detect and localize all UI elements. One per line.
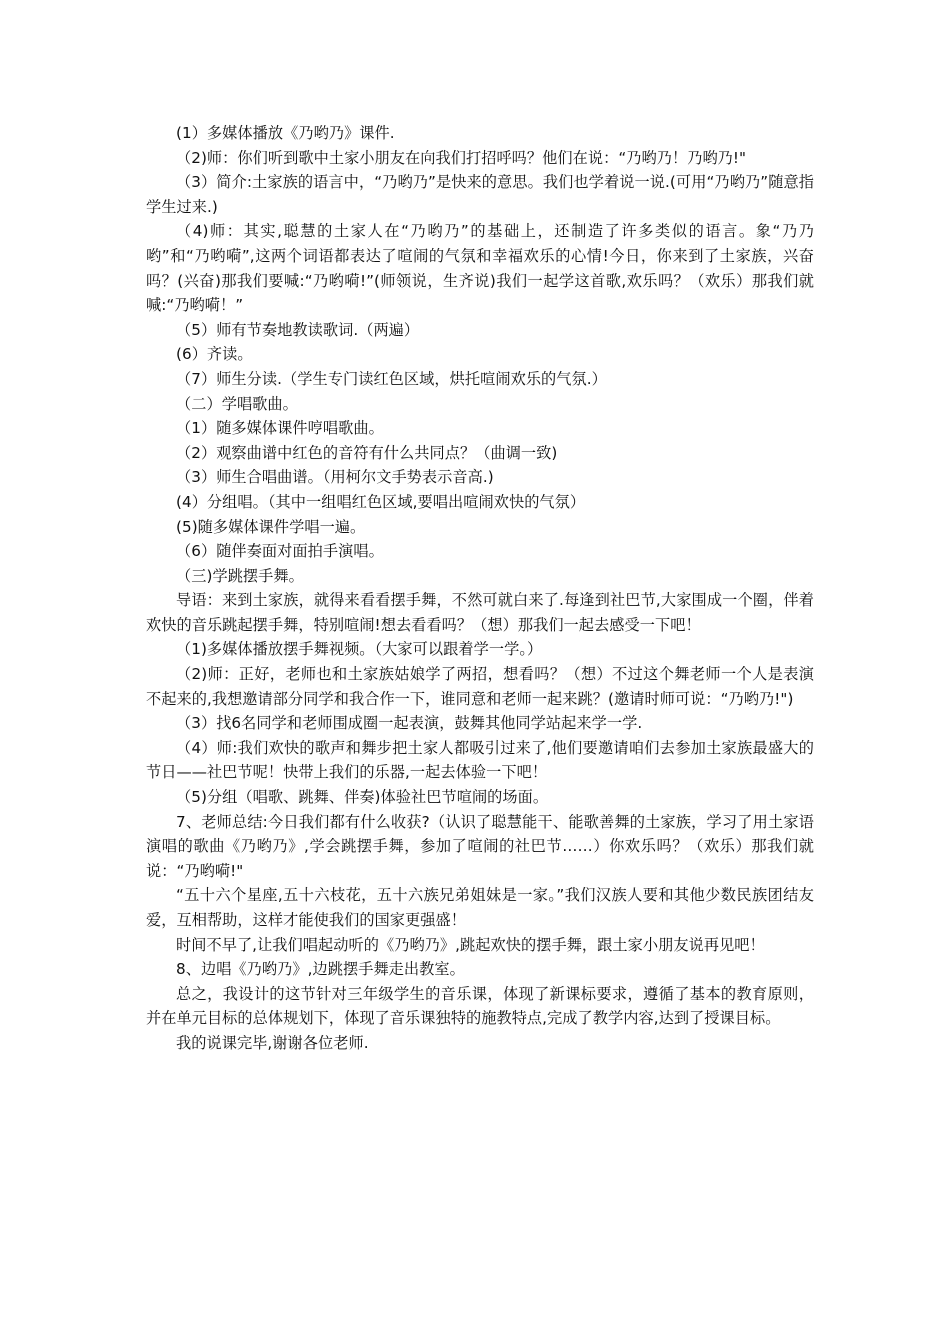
paragraph: 7、老师总结:今日我们都有什么收获?（认识了聪慧能干、能歌善舞的土家族，学习了用土家语演唱的歌曲《乃哟乃》,学会跳摆手舞，参加了喧闹的社巴节……）你欢乐吗？（欢乐）那我们就说：“乃哟嗬!" <box>146 812 814 880</box>
document-body <box>146 121 814 1056</box>
paragraph: （3）简介:土家族的语言中，“乃哟乃”是快来的意思。我们也学着说一说.(可用“乃哟乃”随意指学生过来.) <box>146 173 814 216</box>
paragraph: 导语：来到土家族，就得来看看摆手舞，不然可就白来了.每逢到社巴节,大家围成一个圈，伴着欢快的音乐跳起摆手舞，特别喧闹!想去看看吗？（想）那我们一起去感受一下吧！ <box>146 591 814 634</box>
paragraph: (5)随多媒体课件学唱一遍。 <box>176 517 366 536</box>
paragraph: （4)师：其实,聪慧的土家人在“乃哟乃”的基础上，还制造了许多类似的语言。象“乃乃哟”和“乃哟嗬”,这两个词语都表达了喧闹的气氛和幸福欢乐的心情!今日，你来到了土家族，兴奋吗？(兴奋)那我们要喊:“乃哟嗬!”(师领说，生齐说)我们一起学这首歌,欢乐吗？（欢乐）那我们就喊:“乃哟嗬！” <box>146 222 814 315</box>
paragraph: （5)分组（唱歌、跳舞、伴奏)体验社巴节喧闹的场面。 <box>176 788 549 807</box>
paragraph: （6）随伴奏面对面拍手演唱。 <box>176 542 384 561</box>
paragraph: （4）师:我们欢快的歌声和舞步把土家人都吸引过来了,他们要邀请咱们去参加土家族最盛大的节日——社巴节呢！快带上我们的乐器,一起去体验一下吧！ <box>146 738 814 782</box>
paragraph: (1）多媒体播放《乃哟乃》课件. <box>176 124 395 142</box>
paragraph: （7）师生分读.（学生专门读红色区域，烘托喧闹欢乐的气氛.） <box>176 369 607 388</box>
paragraph: “五十六个星座,五十六枝花，五十六族兄弟姐妹是一家。”我们汉族人要和其他少数民族团结友爱，互相帮助，这样才能使我们的国家更强盛！ <box>146 886 814 929</box>
paragraph: (6）齐读。 <box>176 345 253 364</box>
paragraph: （1)多媒体播放摆手舞视频。（大家可以跟着学一学。） <box>176 640 543 659</box>
paragraph: （5）师有节奏地教读歌词.（两遍） <box>176 320 420 339</box>
paragraph: 时间不早了,让我们唱起动听的《乃哟乃》,跳起欢快的摆手舞，跟土家小朋友说再见吧！ <box>176 935 765 954</box>
paragraph: （3）师生合唱曲谱。（用柯尔文手势表示音高.) <box>176 468 494 487</box>
paragraph: （2)师：正好，老师也和土家族姑娘学了两招，想看吗？（想）不过这个舞老师一个人是表演不起来的,我想邀请部分同学和我合作一下，谁同意和老师一起来跳？(邀请时师可说：“乃哟乃!") <box>146 665 814 708</box>
paragraph: 总之，我设计的这节针对三年级学生的音乐课，体现了新课标要求，遵循了基本的教育原则，并在单元目标的总体规划下，体现了音乐课独特的施教特点,完成了教学内容,达到了授课目标。 <box>146 984 814 1028</box>
section-heading: （三)学跳摆手舞。 <box>176 566 304 585</box>
paragraph: （3）找6名同学和老师围成圈一起表演，鼓舞其他同学站起来学一学. <box>176 714 643 733</box>
closing-paragraph: 我的说课完毕,谢谢各位老师. <box>176 1033 369 1052</box>
paragraph: 8、边唱《乃哟乃》,边跳摆手舞走出教室。 <box>176 960 465 979</box>
paragraph: （1）随多媒体课件哼唱歌曲。 <box>176 419 384 438</box>
paragraph: (4）分组唱。（其中一组唱红色区域,要唱出喧闹欢快的气氛） <box>176 492 586 511</box>
paragraph: （2）观察曲谱中红色的音符有什么共同点？（曲调一致) <box>176 443 558 462</box>
paragraph: （2)师：你们听到歌中土家小朋友在向我们打招呼吗？他们在说：“乃哟乃！乃哟乃!" <box>176 148 747 167</box>
section-heading: （二）学唱歌曲。 <box>176 394 298 413</box>
